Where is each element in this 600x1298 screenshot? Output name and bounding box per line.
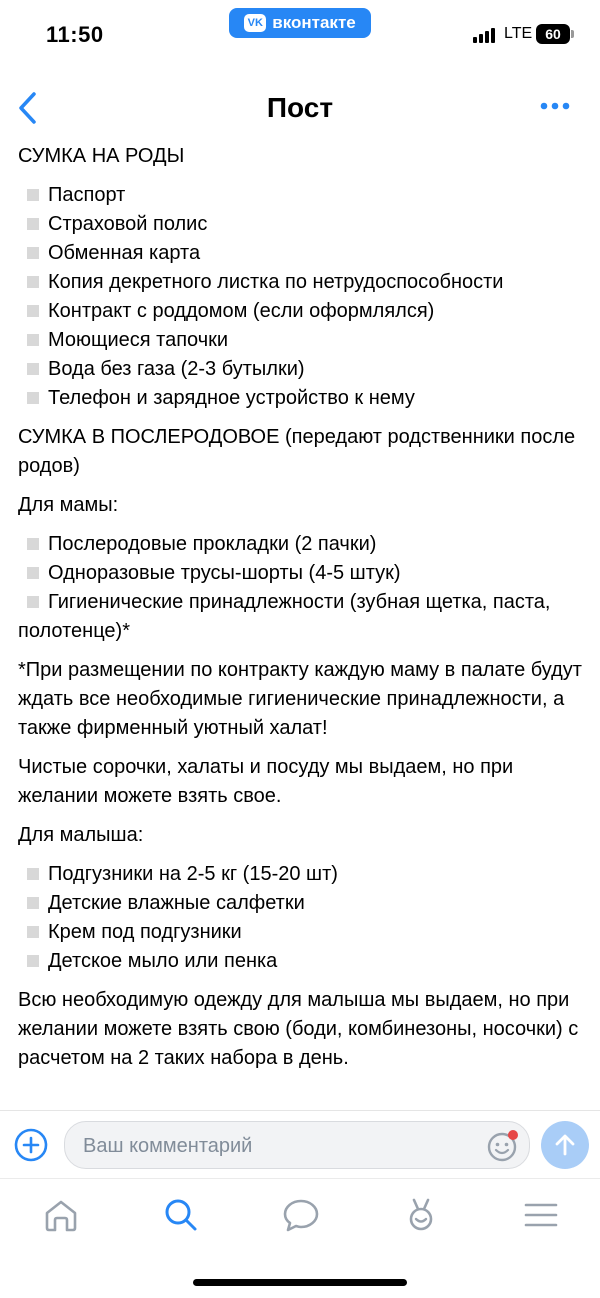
- list-item: [18, 239, 588, 268]
- home-indicator: [193, 1279, 407, 1286]
- comment-field[interactable]: [64, 1121, 530, 1169]
- arrow-up-icon: [552, 1132, 578, 1158]
- checkbox-icon: [27, 926, 39, 938]
- checkbox-icon: [27, 596, 39, 608]
- checklist: [18, 860, 588, 976]
- tab-home[interactable]: [41, 1195, 81, 1235]
- page-title: Пост: [266, 92, 334, 123]
- vk-logo-icon: VK: [244, 14, 266, 32]
- vk-app-name: вконтакте: [272, 13, 356, 32]
- list-item-text: Крем под подгузники: [48, 921, 242, 943]
- vk-app-pill[interactable]: [229, 8, 371, 38]
- checkbox-icon: [27, 567, 39, 579]
- menu-icon: [521, 1195, 561, 1235]
- list-item-text: Паспорт: [48, 184, 126, 206]
- list-item-text: Контракт с роддомом (если оформлялся): [48, 300, 435, 322]
- more-dots-icon: [538, 96, 572, 116]
- checklist: [18, 530, 588, 588]
- clock: 11:50: [46, 22, 104, 47]
- list-item: [18, 889, 588, 918]
- list-item-text: Моющиеся тапочки: [48, 329, 229, 351]
- tab-clips[interactable]: [401, 1195, 441, 1235]
- list-item-text: Детское мыло или пенка: [48, 950, 278, 972]
- home-icon: [41, 1195, 81, 1235]
- signal-icon: [473, 28, 495, 43]
- list-item: [18, 530, 588, 559]
- smile-icon: [486, 1129, 520, 1163]
- checkbox-icon: [27, 363, 39, 375]
- comment-input[interactable]: [81, 1122, 485, 1170]
- emoji-button[interactable]: [486, 1129, 520, 1163]
- messages-icon: [281, 1195, 321, 1235]
- checkbox-icon: [27, 247, 39, 259]
- checkbox-icon: [27, 276, 39, 288]
- list-item: [18, 947, 588, 976]
- list-item-text: Послеродовые прокладки (2 пачки): [48, 533, 377, 555]
- list-item: [18, 559, 588, 588]
- subsection-label: Для малыша:: [18, 824, 144, 846]
- list-item: [18, 326, 588, 355]
- list-item-text: Обменная карта: [48, 242, 201, 264]
- list-item-wrapped: [18, 588, 588, 646]
- list-item: [18, 918, 588, 947]
- list-item-text: Страховой полис: [48, 213, 208, 235]
- clips-icon: [401, 1195, 441, 1235]
- note-paragraph: Всю необходимую одежду для малыша мы выдаем, но при желании можете взять свою (боди, комбинезоны, носочки) с расчетом на 2 таких набора в день.: [18, 989, 579, 1069]
- checkbox-icon: [27, 538, 39, 550]
- list-item: [18, 297, 588, 326]
- checkbox-icon: [27, 218, 39, 230]
- note-paragraph: *При размещении по контракту каждую маму в палате будут ждать все необходимые гигиенические принадлежности, а также фирменный уютный халат!: [18, 659, 582, 739]
- list-item: [18, 210, 588, 239]
- checkbox-icon: [27, 955, 39, 967]
- list-item-text: Копия декретного листка по нетрудоспособности: [48, 271, 504, 293]
- checkbox-icon: [27, 868, 39, 880]
- network-type: LTE: [504, 25, 533, 42]
- tab-search[interactable]: [161, 1195, 201, 1235]
- post-body: [18, 142, 588, 1083]
- list-item-text: Вода без газа (2-3 бутылки): [48, 358, 305, 380]
- list-item: [18, 181, 588, 210]
- battery-cap: [571, 30, 574, 38]
- subsection-label: Для мамы:: [18, 494, 119, 516]
- list-item: [18, 268, 588, 297]
- list-item: [18, 384, 588, 413]
- battery-icon: 60: [536, 24, 570, 44]
- send-button[interactable]: [541, 1121, 589, 1169]
- search-icon: [161, 1195, 201, 1235]
- checkbox-icon: [27, 189, 39, 201]
- section-title: СУМКА В ПОСЛЕРОДОВОЕ (передают родственники после родов): [18, 426, 576, 477]
- checkbox-icon: [27, 897, 39, 909]
- checklist: [18, 181, 588, 413]
- tab-messages[interactable]: [281, 1195, 321, 1235]
- list-item-text: Одноразовые трусы-шорты (4-5 штук): [48, 562, 401, 584]
- list-item-text: Телефон и зарядное устройство к нему: [48, 387, 415, 409]
- post-header: [0, 76, 600, 140]
- checkbox-icon: [27, 334, 39, 346]
- checkbox-icon: [27, 392, 39, 404]
- more-button[interactable]: [538, 96, 572, 116]
- list-item-text: Детские влажные салфетки: [48, 892, 305, 914]
- section-title: СУМКА НА РОДЫ: [18, 145, 185, 167]
- add-attachment-button[interactable]: [14, 1128, 48, 1162]
- note-paragraph: Чистые сорочки, халаты и посуду мы выдаем, но при желании можете взять свое.: [18, 756, 514, 807]
- checkbox-icon: [27, 305, 39, 317]
- list-item-text: Подгузники на 2-5 кг (15-20 шт): [48, 863, 338, 885]
- plus-circle-icon: [14, 1128, 48, 1162]
- tab-menu[interactable]: [521, 1195, 561, 1235]
- list-item-text: Гигиенические принадлежности (зубная щетка, паста, полотенце)*: [18, 591, 551, 642]
- status-bar: [0, 0, 600, 70]
- comment-bar: [0, 1110, 600, 1179]
- list-item: [18, 355, 588, 384]
- list-item: [18, 860, 588, 889]
